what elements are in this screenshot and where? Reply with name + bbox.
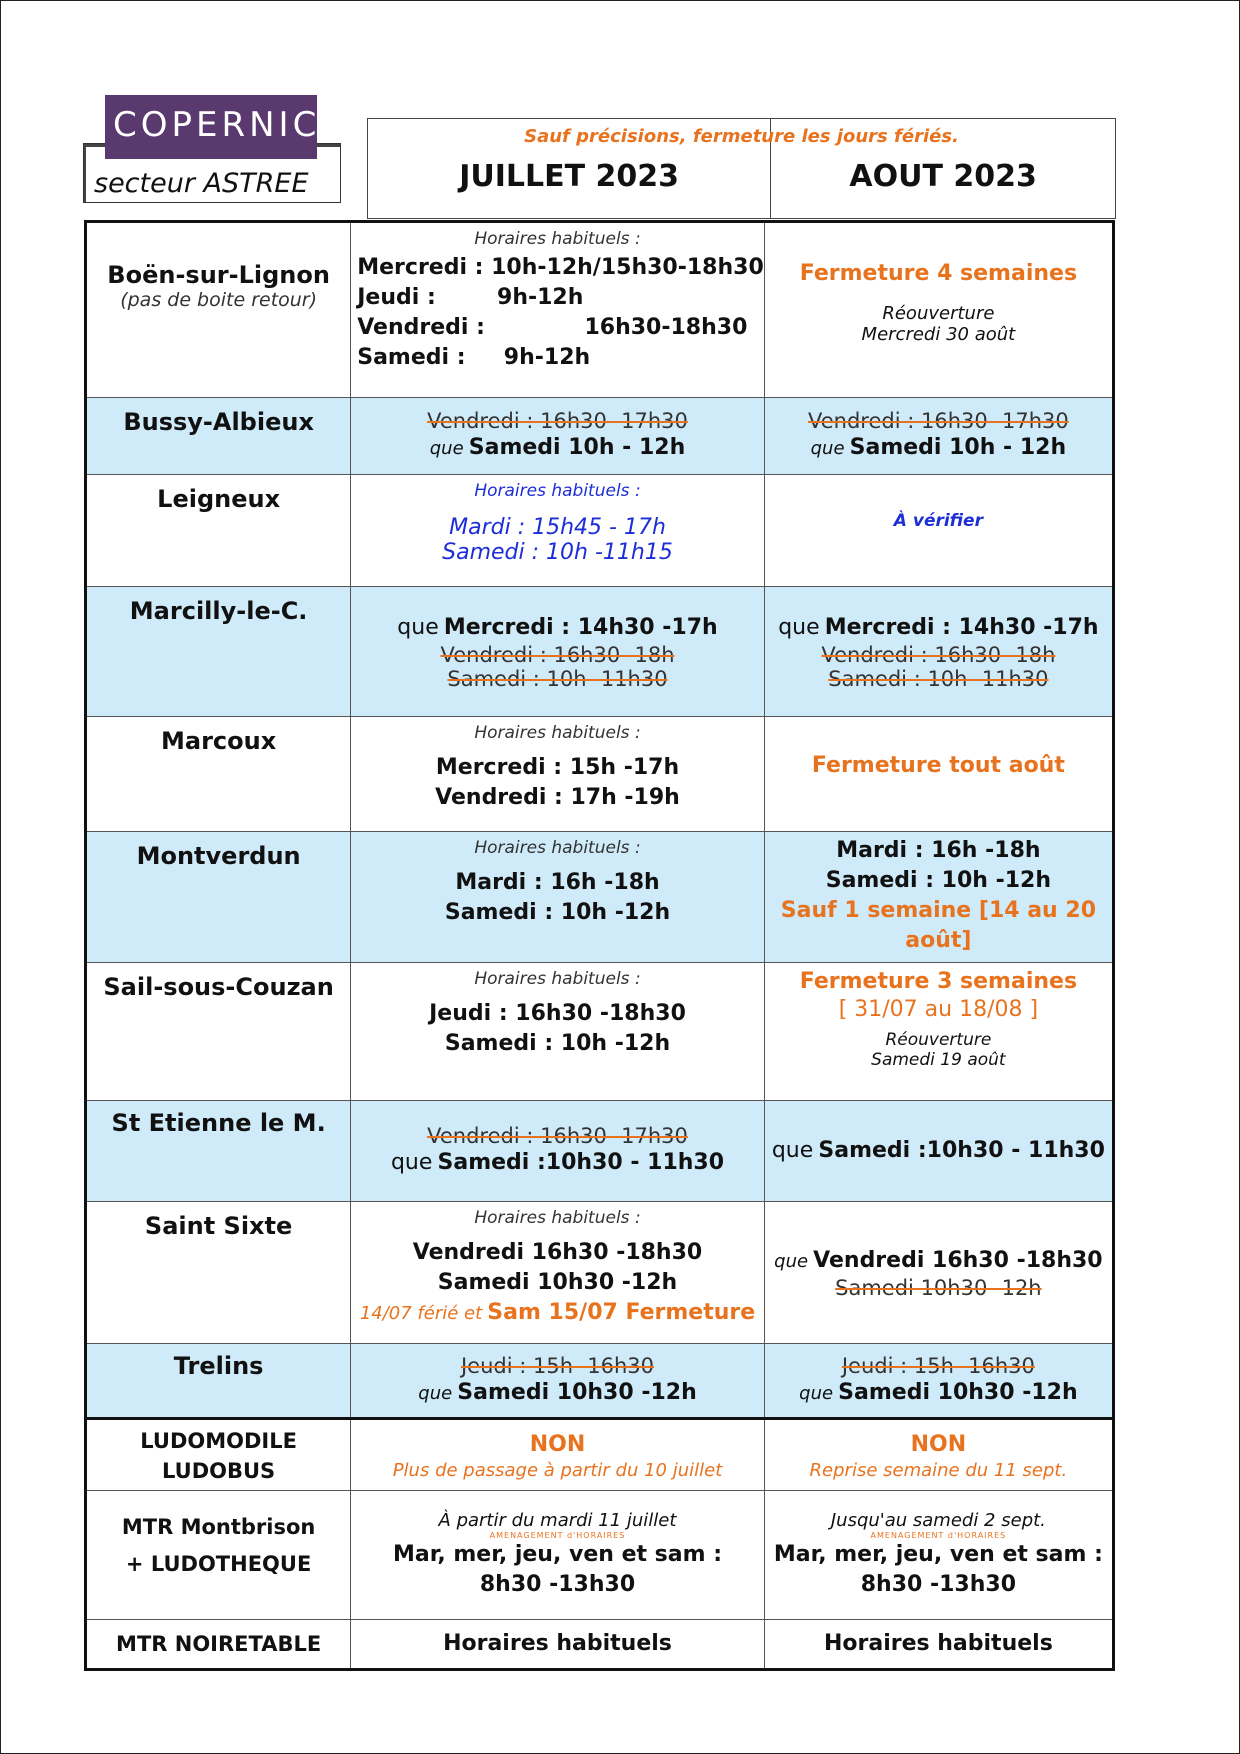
schedule-line: Mardi : 15h45 - 17h <box>449 515 666 540</box>
location-name: LUDOBUS <box>162 1459 276 1483</box>
location-cell <box>86 1620 351 1670</box>
july-cell <box>351 717 765 832</box>
struck-schedule: Samedi : 10h -11h30 <box>828 666 1049 691</box>
schedule-line: Mar, mer, jeu, ven et sam : <box>773 1542 1103 1567</box>
august-cell <box>764 963 1113 1101</box>
july-cell <box>351 1101 765 1202</box>
schedule-line: Mercredi : 14h30 -17h <box>824 614 1099 640</box>
location-cell <box>86 475 351 587</box>
schedule-line: Mardi : 16h -18h <box>836 838 1041 863</box>
header-july: JUILLET 2023 <box>368 119 771 219</box>
location-name: Saint Sixte <box>144 1212 293 1240</box>
location-name: + LUDOTHEQUE <box>125 1552 312 1576</box>
location-cell <box>86 587 351 717</box>
august-cell <box>764 1202 1113 1344</box>
schedule-line: Samedi 10h30 -12h <box>437 1270 678 1295</box>
location-cell <box>86 398 351 475</box>
august-cell <box>764 1101 1113 1202</box>
status-note: Plus de passage à partir du 10 juillet <box>392 1459 723 1481</box>
exception-text: Sauf 1 semaine [14 au 20 août] <box>780 898 1096 953</box>
status-text: NON <box>529 1431 586 1457</box>
closure-dates: [ 31/07 au 18/08 ] <box>838 997 1039 1022</box>
schedule-line: Mercredi : 14h30 -17h <box>443 614 718 640</box>
location-cell <box>86 717 351 832</box>
location-name: Sail-sous-Couzan <box>103 973 334 1001</box>
july-cell <box>351 398 765 475</box>
august-cell <box>764 398 1113 475</box>
table-row <box>86 1101 1114 1202</box>
table-row <box>86 1344 1114 1419</box>
schedule-line: Samedi : 9h-12h <box>357 345 591 370</box>
location-note: (pas de boite retour) <box>120 289 318 311</box>
location-cell <box>86 1344 351 1419</box>
schedule-line: Samedi :10h30 - 11h30 <box>818 1138 1105 1163</box>
verify-text: À vérifier <box>893 511 983 531</box>
august-cell <box>764 222 1113 398</box>
july-cell <box>351 587 765 717</box>
schedule-line: Mercredi : 15h -17h <box>435 755 680 780</box>
closure-text: Fermeture 3 semaines <box>799 969 1078 994</box>
schedule-line: Vendredi : 16h30-18h30 <box>357 315 748 340</box>
july-cell <box>351 1419 765 1491</box>
location-name: Boën-sur-Lignon <box>107 261 330 289</box>
table-row <box>86 222 1114 398</box>
table-row <box>86 475 1114 587</box>
closure-text: Fermeture tout août <box>811 753 1065 778</box>
status-note: Reprise semaine du 11 sept. <box>809 1459 1068 1481</box>
schedule-line: Horaires habituels <box>823 1631 1053 1656</box>
location-name: LUDOMODILE <box>140 1429 297 1453</box>
que-label: que <box>799 1382 834 1404</box>
status-text: NON <box>910 1431 967 1457</box>
holiday-notice: Sauf précisions, fermeture les jours fériés. <box>524 126 959 147</box>
struck-schedule: Samedi 10h30 -12h <box>835 1276 1042 1300</box>
struck-schedule: Vendredi : 16h30 -17h30 <box>427 1124 688 1148</box>
schedule-line: Samedi 10h30 -12h <box>457 1379 697 1405</box>
schedule-line: Samedi : 10h -12h <box>444 1031 671 1056</box>
que-label: que <box>771 1138 814 1163</box>
struck-schedule: Jeudi : 15h -16h30 <box>841 1353 1035 1378</box>
struck-schedule: Jeudi : 15h -16h30 <box>460 1353 655 1378</box>
july-cell <box>351 475 765 587</box>
august-cell <box>764 587 1113 717</box>
date-note: À partir du mardi 11 juillet <box>438 1510 677 1531</box>
august-cell <box>764 1419 1113 1491</box>
que-label: que <box>397 614 439 640</box>
july-cell <box>351 1202 765 1344</box>
holiday-note: 14/07 férié et <box>359 1303 483 1324</box>
july-cell <box>351 1344 765 1419</box>
logo-block <box>83 95 341 203</box>
location-cell <box>86 222 351 398</box>
location-cell <box>86 963 351 1101</box>
date-note: Jusqu'au samedi 2 sept. <box>830 1510 1046 1531</box>
location-name: MTR NOIRETABLE <box>116 1632 322 1656</box>
reopen-label: Réouverture <box>885 1030 992 1050</box>
location-name: Montverdun <box>136 842 301 870</box>
august-cell <box>764 1344 1113 1419</box>
intro-text: Horaires habituels : <box>474 229 641 249</box>
amenagement-label: AMENAGEMENT d'HORAIRES <box>489 1531 626 1540</box>
location-name: St Etienne le M. <box>111 1109 326 1137</box>
location-name: Marcilly-le-C. <box>129 597 308 625</box>
intro-text: Horaires habituels : <box>474 481 641 501</box>
table-row <box>86 398 1114 475</box>
schedule-line: 8h30 -13h30 <box>860 1572 1017 1597</box>
reopen-label: Réouverture <box>882 303 995 324</box>
july-cell <box>351 963 765 1101</box>
july-cell <box>351 832 765 963</box>
logo-text: COPERNIC <box>113 105 321 145</box>
august-cell <box>764 717 1113 832</box>
august-cell <box>764 475 1113 587</box>
location-cell <box>86 1419 351 1491</box>
intro-text: Horaires habituels : <box>474 838 641 858</box>
que-label: que <box>418 1382 453 1404</box>
location-name: Bussy-Albieux <box>123 408 314 436</box>
que-label: que <box>774 1251 809 1272</box>
schedule-line: Samedi 10h - 12h <box>849 435 1067 460</box>
schedule-table <box>84 220 1115 1671</box>
schedule-line: Vendredi 16h30 -18h30 <box>813 1248 1103 1273</box>
intro-text: Horaires habituels : <box>474 1208 641 1228</box>
location-name: Leigneux <box>157 485 281 513</box>
schedule-line: Samedi : 10h -11h15 <box>442 540 673 565</box>
schedule-line: Samedi : 10h -12h <box>444 900 671 925</box>
schedule-line: Vendredi : 17h -19h <box>435 785 680 810</box>
schedule-line: Mar, mer, jeu, ven et sam : <box>393 1542 722 1567</box>
table-row <box>86 1491 1114 1620</box>
schedule-line: Horaires habituels <box>443 1631 672 1656</box>
july-cell <box>351 1491 765 1620</box>
amenagement-label: AMENAGEMENT d'HORAIRES <box>870 1531 1007 1540</box>
intro-text: Horaires habituels : <box>474 723 641 743</box>
struck-schedule: Vendredi : 16h30 -18h <box>821 642 1056 667</box>
location-cell <box>86 1101 351 1202</box>
copernic-logo <box>105 95 321 159</box>
schedule-line: 8h30 -13h30 <box>479 1572 636 1597</box>
schedule-line: Vendredi 16h30 -18h30 <box>412 1240 703 1265</box>
struck-schedule: Vendredi : 16h30 -17h30 <box>808 409 1069 433</box>
que-label: que <box>390 1150 433 1175</box>
table-row <box>86 832 1114 963</box>
table-row <box>86 717 1114 832</box>
schedule-line: Samedi 10h - 12h <box>468 435 686 460</box>
schedule-line: Samedi 10h30 -12h <box>838 1379 1078 1405</box>
location-name: Marcoux <box>161 727 277 755</box>
sector-label: secteur ASTREE <box>94 168 309 199</box>
schedule-line: Samedi : 10h -12h <box>825 868 1052 893</box>
que-label: que <box>429 438 464 459</box>
location-name: MTR Montbrison <box>121 1515 316 1539</box>
location-name: Trelins <box>173 1352 264 1380</box>
table-row <box>86 1419 1114 1491</box>
table-row <box>86 587 1114 717</box>
schedule-line: Samedi :10h30 - 11h30 <box>437 1150 725 1175</box>
august-cell <box>764 832 1113 963</box>
struck-schedule: Samedi : 10h -11h30 <box>447 666 668 691</box>
location-cell <box>86 1202 351 1344</box>
struck-schedule: Vendredi : 16h30 -18h <box>440 642 675 667</box>
header-august: AOUT 2023 <box>771 119 1116 219</box>
table-row <box>86 1620 1114 1670</box>
location-cell <box>86 1491 351 1620</box>
location-cell <box>86 832 351 963</box>
que-label: que <box>778 614 820 640</box>
intro-text: Horaires habituels : <box>474 969 641 989</box>
reopen-date: Mercredi 30 août <box>861 324 1016 345</box>
closure-text: Fermeture 4 semaines <box>799 261 1078 286</box>
schedule-line: Mardi : 16h -18h <box>455 870 660 895</box>
july-cell <box>351 1620 765 1670</box>
august-cell <box>764 1620 1113 1670</box>
august-cell <box>764 1491 1113 1620</box>
reopen-date: Samedi 19 août <box>871 1050 1006 1070</box>
table-row <box>86 963 1114 1101</box>
schedule-line: Jeudi : 9h-12h <box>357 285 584 310</box>
july-cell <box>351 222 765 398</box>
schedule-line: Jeudi : 16h30 -18h30 <box>429 1001 686 1026</box>
struck-schedule: Vendredi : 16h30 -17h30 <box>427 409 688 433</box>
closure-text: Sam 15/07 Fermeture <box>487 1300 756 1325</box>
table-row <box>86 1202 1114 1344</box>
que-label: que <box>810 438 845 459</box>
schedule-line: Mercredi : 10h-12h/15h30-18h30 <box>357 255 764 280</box>
